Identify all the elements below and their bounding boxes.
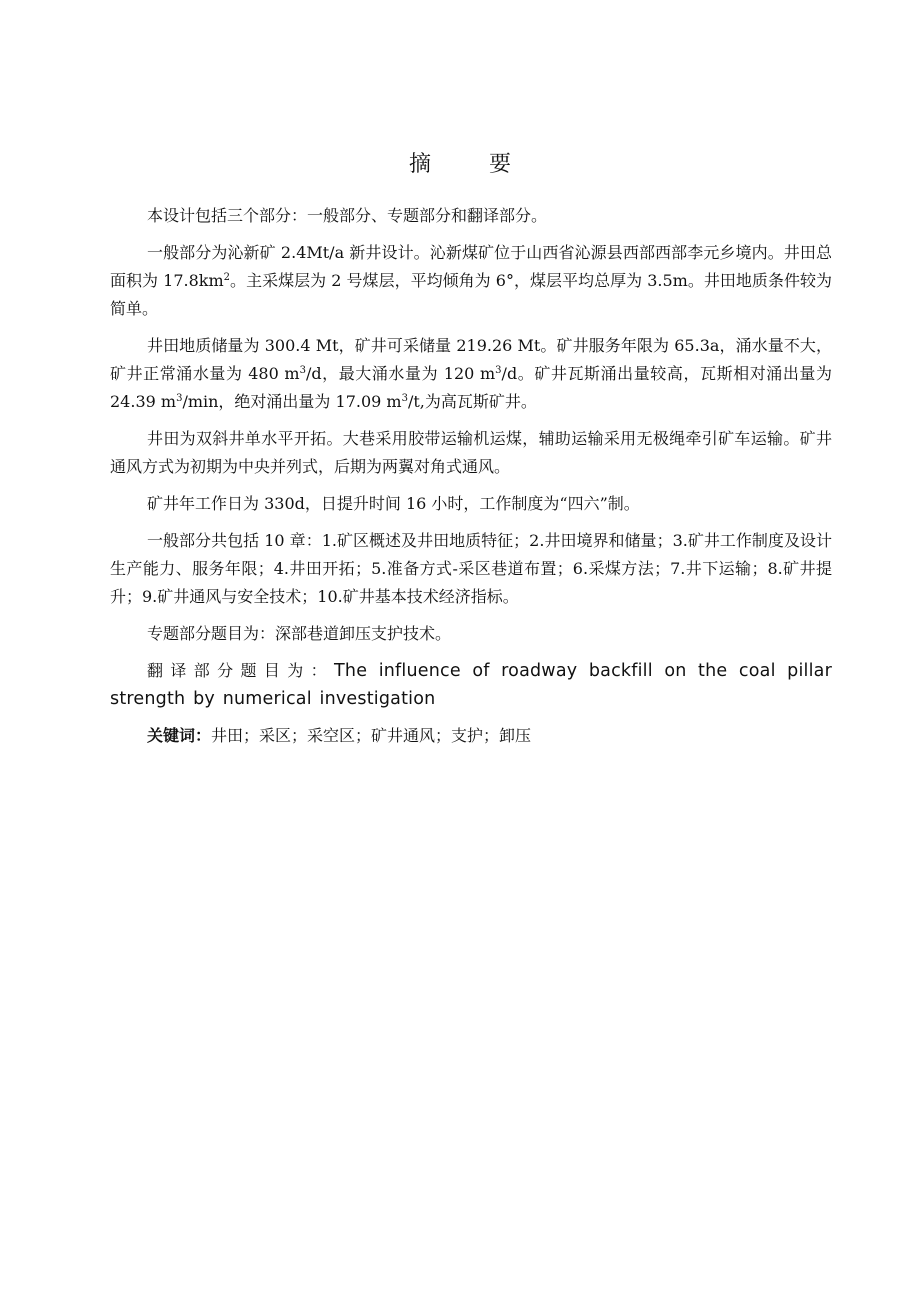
paragraph-work-schedule: 矿井年工作日为 330d，日提升时间 16 小时，工作制度为“四六”制。: [147, 494, 640, 513]
keywords-text: 井田；采区；采空区；矿井通风；支护；卸压: [211, 726, 532, 745]
text-segment: /d，最大涌水量为 120 m: [305, 364, 496, 383]
paragraph-development: 井田为双斜井单水平开拓。大巷采用胶带运输机运煤，辅助运输采用无极绳牵引矿车运输。矿井通风方式为初期为中央并列式，后期为两翼对角式通风。: [110, 429, 832, 476]
text-segment: /d。矿井瓦斯涌出量较高，瓦斯相对涌出量为 24.39 m: [110, 364, 832, 411]
keywords-line: [110, 722, 832, 750]
paragraph-chapters: 一般部分共包括 10 章：1.矿区概述及井田地质特征；2.井田境界和储量；3.矿井工作制度及设计生产能力、服务年限；4.井田开拓；5.准备方式-采区巷道布置；6.采煤方法；7.井下运输；8.矿井提升；9.矿井通风与安全技术；10.矿井基本技术经济指标。: [110, 531, 832, 606]
translation-label: 翻译部分题目为：: [147, 661, 335, 680]
abstract-body: [110, 202, 832, 750]
paragraph-special-topic: 专题部分题目为：深部巷道卸压支护技术。: [147, 624, 452, 643]
paragraph-translation: [110, 657, 832, 713]
superscript: 3: [401, 393, 408, 404]
paragraph-general-design: [110, 239, 832, 323]
text-segment: /t,为高瓦斯矿井。: [407, 392, 537, 411]
text-segment: 。主采煤层为 2 号煤层，平均倾角为 6°，煤层平均总厚为 3.5m。井田地质条件较为简单。: [110, 271, 832, 318]
text-segment: 井田地质储量为 300.4 Mt，矿井可采储量 219.26 Mt。矿井服务年限为 65.3a，涌水量不大，矿井正常涌水量为 480 m: [110, 336, 832, 383]
paragraph-overview: 本设计包括三个部分：一般部分、专题部分和翻译部分。: [147, 206, 548, 225]
text-segment: 一般部分为沁新矿 2.4Mt/a 新井设计。沁新煤矿位于山西省沁源县西部西部李元乡境内。井田总面积为 17.8km: [110, 243, 832, 290]
superscript: 3: [299, 365, 306, 376]
superscript: 3: [176, 393, 183, 404]
page-title: 摘 要: [408, 152, 529, 177]
superscript: 3: [495, 365, 502, 376]
superscript: 2: [223, 272, 231, 283]
keywords-label: 关键词：: [147, 726, 212, 745]
paragraph-reserves: [110, 332, 832, 416]
translation-title: The influence of roadway backfill on the coal pillar strength by numerical investigation: [110, 661, 832, 709]
text-segment: /min，绝对涌出量为 17.09 m: [182, 392, 402, 411]
